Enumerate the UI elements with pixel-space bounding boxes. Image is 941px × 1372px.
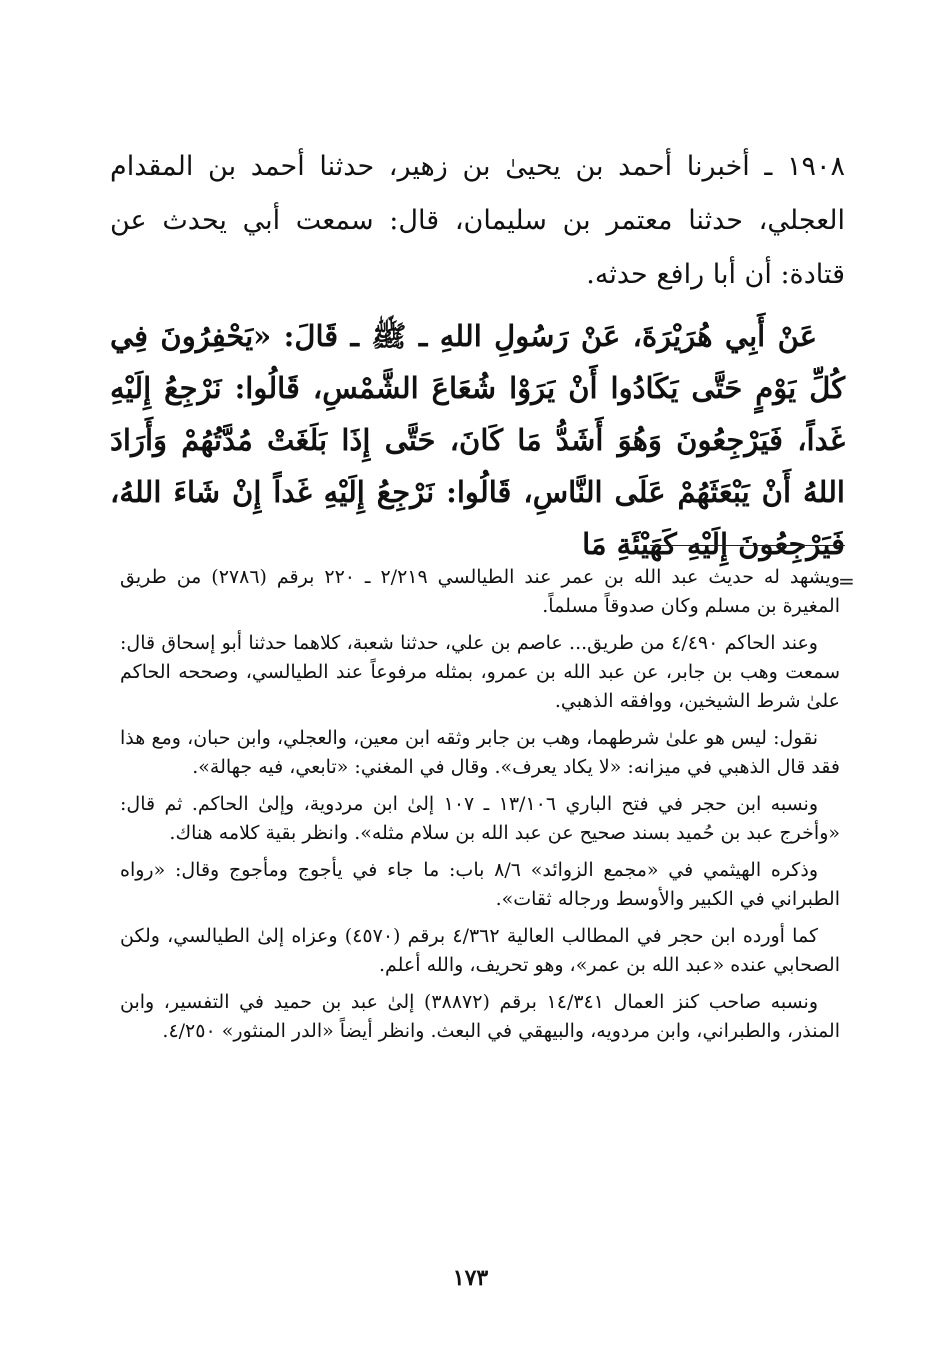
page-number: ١٧٣ — [452, 1265, 489, 1291]
footnote-paragraph: وذكره الهيثمي في «مجمع الزوائد» ٨/٦ باب: ما جاء في يأجوج ومأجوج وقال: «رواه الطبراني في الكبير والأوسط ورجاله ثقات». — [120, 859, 840, 910]
footnote-continuation-mark: = — [838, 569, 855, 593]
footnote-divider — [650, 545, 845, 546]
footnote-paragraph: ونسبه صاحب كنز العمال ١٤/٣٤١ برقم (٣٨٨٧٢) إلىٰ عبد بن حميد في التفسير، وابن المنذر، والطبراني، وابن مردويه، والبيهقي في البعث. وانظر أيضاً «الدر المنثور» ٤/٢٥٠. — [120, 991, 840, 1042]
isnad-paragraph: ١٩٠٨ ـ أخبرنا أحمد بن يحيىٰ بن زهير، حدثنا أحمد بن المقدام العجلي، حدثنا معتمر بن سليمان، قال: سمعت أبي يحدث عن قتادة: أن أبا رافع حدثه. — [110, 151, 845, 290]
footnote-paragraph: ويشهد له حديث عبد الله بن عمر عند الطيالسي ٢/٢١٩ ـ ٢٢٠ برقم (٢٧٨٦) من طريق المغيرة بن مسلم وكان صدوقاً مسلماً. — [120, 566, 841, 617]
footnote-paragraph: ونسبه ابن حجر في فتح الباري ١٣/١٠٦ ـ ١٠٧ إلىٰ ابن مردوية، وإلىٰ الحاكم. ثم قال: «وأخرج عبد بن حُميد بسند صحيح عن عبد الله بن سلام مثله». وانظر بقية كلامه هناك. — [120, 793, 840, 844]
footnote-paragraph: كما أورده ابن حجر في المطالب العالية ٤/٣٦٢ برقم (٤٥٧٠) وعزاه إلىٰ الطيالسي، ولكن الصحابي عنده «عبد الله بن عمر»، وهو تحريف، والله أعلم. — [120, 925, 840, 976]
footnote-paragraph: نقول: ليس هو علىٰ شرطهما، وهب بن جابر وثقه ابن معين، والعجلي، وابن حبان، ومع هذا فقد قال الذهبي في ميزانه: «لا يكاد يعرف». وقال في المغني: «تابعي، فيه جهالة». — [120, 727, 840, 778]
footnote-paragraph: وعند الحاكم ٤/٤٩٠ من طريق... عاصم بن علي، حدثنا شعبة، كلاهما حدثنا أبو إسحاق قال: سمعت وهب بن جابر، عن عبد الله بن عمرو، بمثله مرفوعاً عند الطيالسي، وصححه الحاكم علىٰ شرط الشيخين، ووافقه الذهبي. — [120, 632, 840, 712]
hadith-text-paragraph: عَنْ أَبِي هُرَيْرَةَ، عَنْ رَسُولِ اللهِ ـ ﷺ ـ قَالَ: «يَحْفِرُونَ فِي كُلِّ يَوْمٍ حَتَّى يَكَادُوا أَنْ يَرَوْا شُعَاعَ الشَّمْسِ، قَالُوا: نَرْجِعُ إِلَيْهِ غَداً، فَيَرْجِعُونَ وَهُوَ أَشَدُّ مَا كَانَ، حَتَّى إِذَا بَلَغَتْ مُدَّتُهُمْ وَأَرَادَ اللهُ أَنْ يَبْعَثَهُمْ عَلَى النَّاسِ، قَالُوا: نَرْجِعُ إِلَيْهِ غَداً إِنْ شَاءَ اللهُ، فَيَرْجِعُونَ إِلَيْهِ كَهَيْئَةِ مَا — [110, 319, 845, 561]
footnotes-section — [120, 563, 840, 1054]
